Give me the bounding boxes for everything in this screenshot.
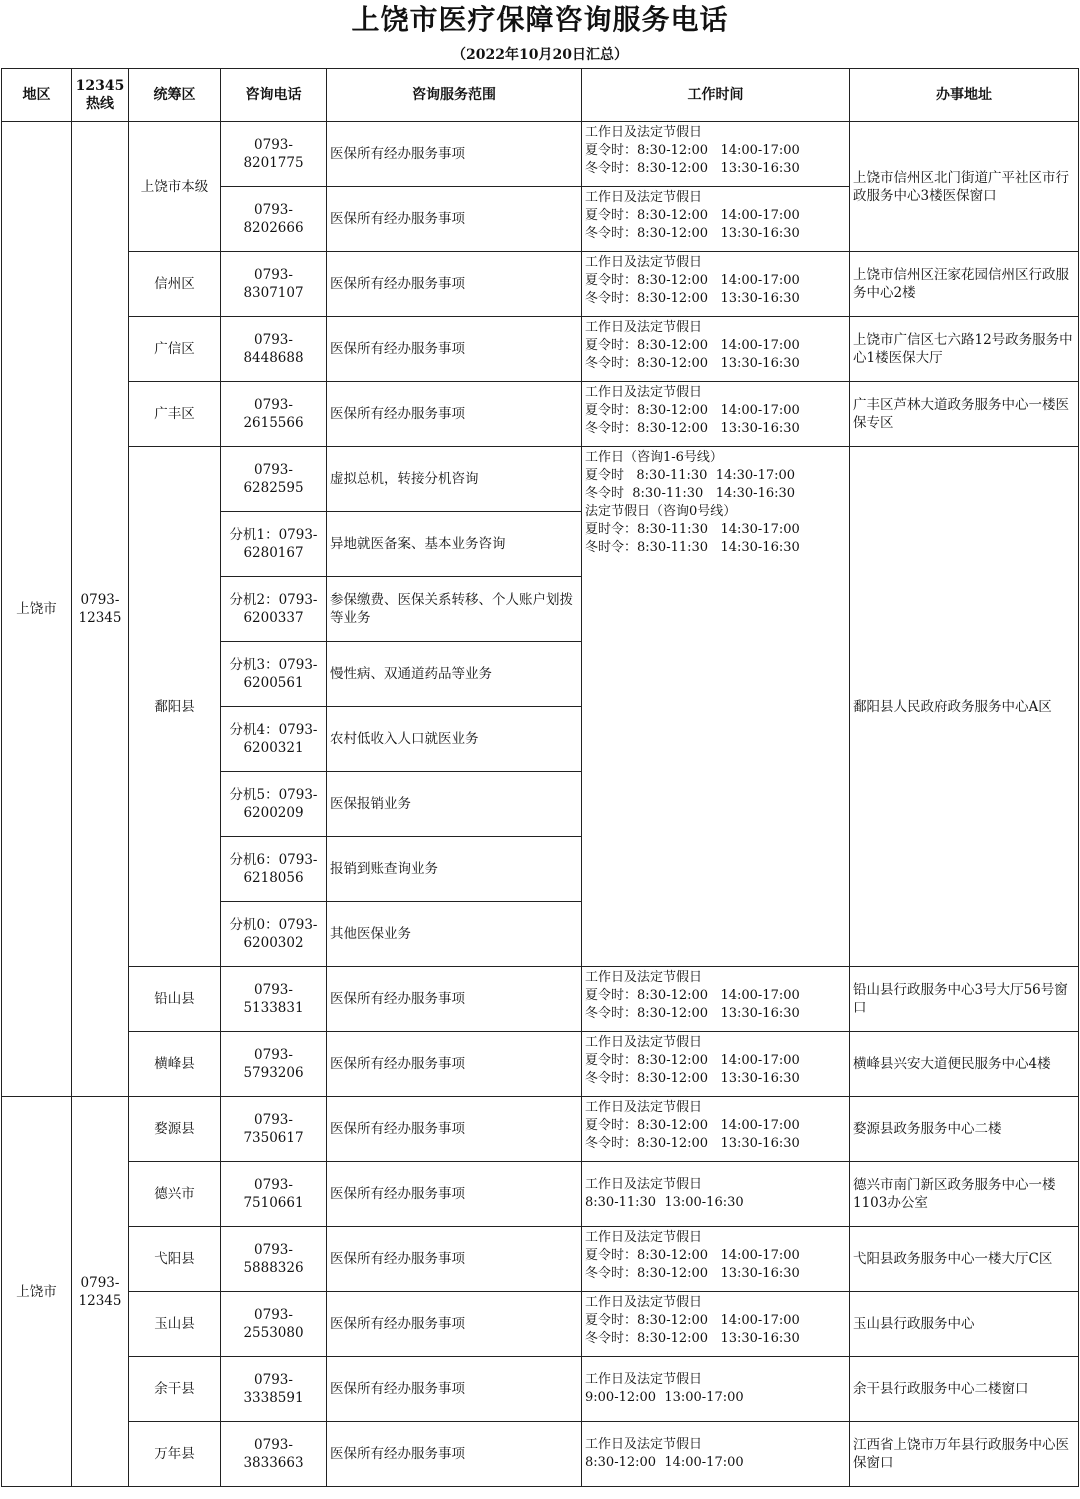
- scope-cell: 参保缴费、医保关系转移、个人账户划拨等业务: [327, 577, 582, 642]
- district-cell: 玉山县: [129, 1292, 221, 1357]
- phone-cell: 0793-2615566: [221, 382, 327, 447]
- scope-cell: 医保所有经办服务事项: [327, 122, 582, 187]
- scope-cell: 医保所有经办服务事项: [327, 967, 582, 1032]
- district-cell: 德兴市: [129, 1162, 221, 1227]
- header-hours: 工作时间: [582, 69, 850, 122]
- table-row: [2, 1032, 1079, 1097]
- district-cell: 广信区: [129, 317, 221, 382]
- header-district: 统筹区: [129, 69, 221, 122]
- phone-cell: 0793-7350617: [221, 1097, 327, 1162]
- scope-cell: 医保所有经办服务事项: [327, 187, 582, 252]
- hours-cell: 工作日及法定节假日 夏令时：8:30-12:00 14:00-17:00 冬令时：8:30-12:00 13:30-16:30: [582, 1097, 850, 1162]
- region-cell: 上饶市: [2, 1097, 72, 1487]
- scope-cell: 虚拟总机，转接分机咨询: [327, 447, 582, 512]
- phone-cell: 0793-6282595: [221, 447, 327, 512]
- phone-cell: 分机5：0793- 6200209: [221, 772, 327, 837]
- phone-cell: 分机6：0793- 6218056: [221, 837, 327, 902]
- table-row: [2, 317, 1079, 382]
- hours-cell: 工作日及法定节假日 夏令时：8:30-12:00 14:00-17:00 冬令时：8:30-12:00 13:30-16:30: [582, 1292, 850, 1357]
- hours-cell: 工作日及法定节假日 夏令时：8:30-12:00 14:00-17:00 冬令时：8:30-12:00 13:30-16:30: [582, 967, 850, 1032]
- scope-cell: 报销到账查询业务: [327, 837, 582, 902]
- scope-cell: 医保报销业务: [327, 772, 582, 837]
- phone-cell: 0793-8448688: [221, 317, 327, 382]
- scope-cell: 医保所有经办服务事项: [327, 1162, 582, 1227]
- address-cell: 江西省上饶市万年县行政服务中心医保窗口: [850, 1422, 1079, 1487]
- district-cell: 万年县: [129, 1422, 221, 1487]
- contact-table: [1, 68, 1079, 1487]
- table-row: [2, 1357, 1079, 1422]
- table-row: [2, 1097, 1079, 1162]
- hours-cell: 工作日及法定节假日 夏令时：8:30-12:00 14:00-17:00 冬令时：8:30-12:00 13:30-16:30: [582, 1227, 850, 1292]
- scope-cell: 医保所有经办服务事项: [327, 1227, 582, 1292]
- phone-cell: 分机4：0793- 6200321: [221, 707, 327, 772]
- scope-cell: 医保所有经办服务事项: [327, 1292, 582, 1357]
- district-cell: 鄱阳县: [129, 447, 221, 967]
- address-cell: 玉山县行政服务中心: [850, 1292, 1079, 1357]
- phone-cell: 0793-3338591: [221, 1357, 327, 1422]
- address-cell: 余干县行政服务中心二楼窗口: [850, 1357, 1079, 1422]
- address-cell: 上饶市信州区汪家花园信州区行政服务中心2楼: [850, 252, 1079, 317]
- phone-cell: 0793-8202666: [221, 187, 327, 252]
- phone-cell: 0793-2553080: [221, 1292, 327, 1357]
- scope-cell: 医保所有经办服务事项: [327, 1097, 582, 1162]
- header-phone: 咨询电话: [221, 69, 327, 122]
- phone-cell: 0793-7510661: [221, 1162, 327, 1227]
- scope-cell: 其他医保业务: [327, 902, 582, 967]
- hours-cell: 工作日及法定节假日 夏令时：8:30-12:00 14:00-17:00 冬令时：8:30-12:00 13:30-16:30: [582, 317, 850, 382]
- hotline-cell: 0793- 12345: [72, 1097, 129, 1487]
- table-row: [2, 122, 1079, 187]
- district-cell: 信州区: [129, 252, 221, 317]
- phone-cell: 0793-5793206: [221, 1032, 327, 1097]
- address-cell: 上饶市广信区七六路12号政务服务中心1楼医保大厅: [850, 317, 1079, 382]
- phone-cell: 分机3：0793- 6200561: [221, 642, 327, 707]
- table-row: [2, 1292, 1079, 1357]
- region-cell: 上饶市: [2, 122, 72, 1097]
- hours-cell: 工作日及法定节假日 夏令时：8:30-12:00 14:00-17:00 冬令时：8:30-12:00 13:30-16:30: [582, 187, 850, 252]
- header-row: [2, 69, 1079, 122]
- header-region: 地区: [2, 69, 72, 122]
- hours-cell: 工作日及法定节假日 夏令时：8:30-12:00 14:00-17:00 冬令时：8:30-12:00 13:30-16:30: [582, 382, 850, 447]
- district-cell: 婺源县: [129, 1097, 221, 1162]
- address-cell: 上饶市信州区北门街道广平社区市行政服务中心3楼医保窗口: [850, 122, 1079, 252]
- hours-cell: 工作日（咨询1-6号线） 夏令时 8:30-11:30 14:30-17:00 冬令时 8:30-11:30 14:30-16:30 法定节假日（咨询0号线） 夏时令：8:30-11:30 14:30-17:00 冬时令：8:30-11:30 14:30-16:30: [582, 447, 850, 967]
- scope-cell: 慢性病、双通道药品等业务: [327, 642, 582, 707]
- address-cell: 铅山县行政服务中心3号大厅56号窗口: [850, 967, 1079, 1032]
- phone-cell: 分机2：0793- 6200337: [221, 577, 327, 642]
- address-cell: 婺源县政务服务中心二楼: [850, 1097, 1079, 1162]
- table-row: [2, 1422, 1079, 1487]
- page-subtitle: （2022年10月20日汇总）: [452, 47, 628, 63]
- address-cell: 弋阳县政务服务中心一楼大厅C区: [850, 1227, 1079, 1292]
- scope-cell: 医保所有经办服务事项: [327, 382, 582, 447]
- header-hotline: 12345 热线: [72, 69, 129, 122]
- district-cell: 弋阳县: [129, 1227, 221, 1292]
- district-cell: 广丰区: [129, 382, 221, 447]
- header-scope: 咨询服务范围: [327, 69, 582, 122]
- address-cell: 横峰县兴安大道便民服务中心4楼: [850, 1032, 1079, 1097]
- hours-cell: 工作日及法定节假日 8:30-11:30 13:00-16:30: [582, 1162, 850, 1227]
- scope-cell: 医保所有经办服务事项: [327, 1032, 582, 1097]
- scope-cell: 医保所有经办服务事项: [327, 252, 582, 317]
- phone-cell: 0793-8307107: [221, 252, 327, 317]
- phone-cell: 0793-3833663: [221, 1422, 327, 1487]
- district-cell: 铅山县: [129, 967, 221, 1032]
- hotline-cell: 0793- 12345: [72, 122, 129, 1097]
- scope-cell: 医保所有经办服务事项: [327, 317, 582, 382]
- address-cell: 广丰区芦林大道政务服务中心一楼医保专区: [850, 382, 1079, 447]
- scope-cell: 医保所有经办服务事项: [327, 1357, 582, 1422]
- phone-cell: 分机0：0793- 6200302: [221, 902, 327, 967]
- table-row: [2, 1162, 1079, 1227]
- scope-cell: 农村低收入人口就医业务: [327, 707, 582, 772]
- scope-cell: 异地就医备案、基本业务咨询: [327, 512, 582, 577]
- table-row: [2, 967, 1079, 1032]
- district-cell: 上饶市本级: [129, 122, 221, 252]
- table-row: [2, 447, 1079, 512]
- table-row: [2, 252, 1079, 317]
- table-row: [2, 382, 1079, 447]
- phone-cell: 0793-5888326: [221, 1227, 327, 1292]
- hours-cell: 工作日及法定节假日 夏令时：8:30-12:00 14:00-17:00 冬令时：8:30-12:00 13:30-16:30: [582, 122, 850, 187]
- hours-cell: 工作日及法定节假日 夏令时：8:30-12:00 14:00-17:00 冬令时：8:30-12:00 13:30-16:30: [582, 252, 850, 317]
- table-row: [2, 1227, 1079, 1292]
- phone-cell: 0793-5133831: [221, 967, 327, 1032]
- header-address: 办事地址: [850, 69, 1079, 122]
- district-cell: 横峰县: [129, 1032, 221, 1097]
- district-cell: 余干县: [129, 1357, 221, 1422]
- hours-cell: 工作日及法定节假日 9:00-12:00 13:00-17:00: [582, 1357, 850, 1422]
- hours-cell: 工作日及法定节假日 8:30-12:00 14:00-17:00: [582, 1422, 850, 1487]
- address-cell: 德兴市南门新区政务服务中心一楼1103办公室: [850, 1162, 1079, 1227]
- scope-cell: 医保所有经办服务事项: [327, 1422, 582, 1487]
- hours-cell: 工作日及法定节假日 夏令时：8:30-12:00 14:00-17:00 冬令时：8:30-12:00 13:30-16:30: [582, 1032, 850, 1097]
- page-title: 上饶市医疗保障咨询服务电话: [351, 3, 729, 36]
- phone-cell: 分机1：0793- 6280167: [221, 512, 327, 577]
- address-cell: 鄱阳县人民政府政务服务中心A区: [850, 447, 1079, 967]
- phone-cell: 0793-8201775: [221, 122, 327, 187]
